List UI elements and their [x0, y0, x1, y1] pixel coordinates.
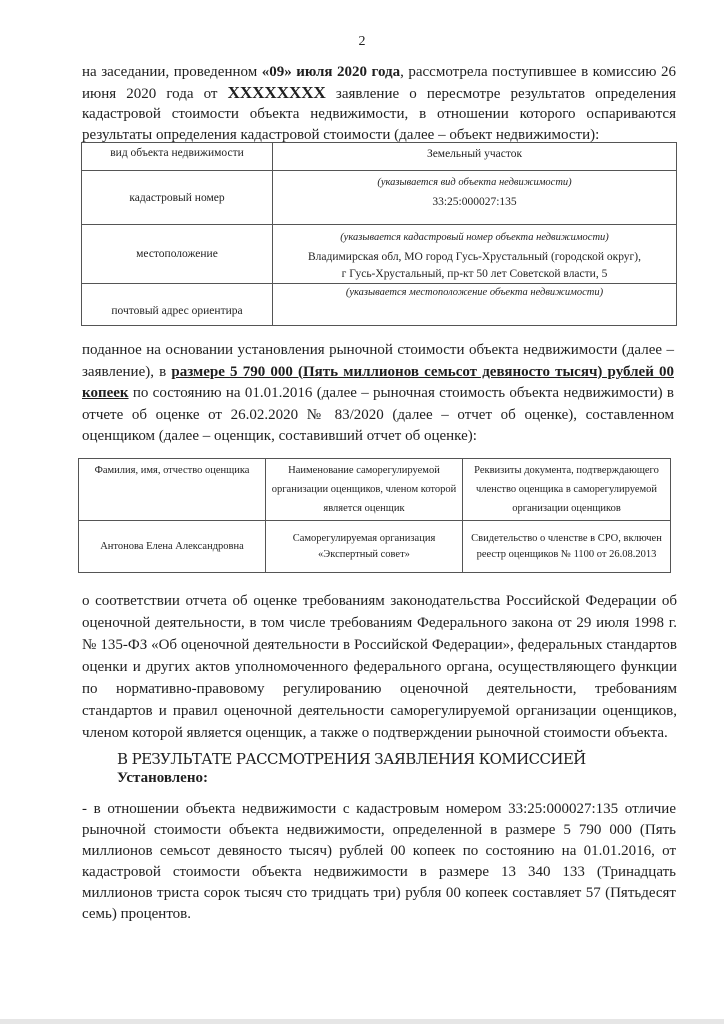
object-table [81, 142, 677, 326]
meeting-date: «09» июля 2020 года [261, 64, 401, 80]
basis-text-1: поданное на основании установления рыночной стоимости объекта недвижимости (далее – заявление), в [82, 342, 674, 380]
table-row [79, 521, 671, 573]
table-row [82, 171, 677, 225]
membership-document: Свидетельство о членстве в СРО, включен реестр оценщиков № 1100 от 26.08.2013 [463, 521, 671, 573]
sro-name: Саморегулируемая организация «Экспертный совет» [266, 521, 463, 573]
column-header: Фамилия, имя, отчество оценщика [79, 459, 266, 521]
intro-text-1: на заседании, проведенном [82, 64, 262, 80]
table-row [82, 225, 677, 284]
intro-paragraph [82, 62, 676, 145]
row-hint: (указывается местоположение объекта недвижимости) [345, 287, 604, 298]
page-number: 2 [358, 34, 366, 49]
basis-paragraph [82, 340, 674, 448]
basis-text-2: по состоянию на 01.01.2016 (далее – рыночная стоимость объекта недвижимости) в отчете об оценке от 26.02.2020 № 83/2020 (далее – отчет об оценке), составленном оценщиком (далее – оценщик, составивший отчет об оценке): [82, 385, 674, 444]
row-label: почтовый адрес ориентира [82, 284, 273, 326]
market-value-amount: размере 5 790 000 (Пять миллионов семьсот девяносто тысяч) рублей 00 копеек [82, 363, 674, 401]
table-header-row [79, 459, 671, 521]
page-edge [0, 1019, 724, 1024]
row-label: местоположение [82, 225, 273, 284]
row-value: 33:25:000027:135 [432, 196, 517, 208]
result-heading: В РЕЗУЛЬТАТЕ РАССМОТРЕНИЯ ЗАЯВЛЕНИЯ КОМИССИЕЙ [117, 750, 586, 768]
intro-text-2: , рассмотрела поступившее в комиссию 26 июня 2020 года от [82, 64, 676, 102]
result-paragraph: - в отношении объекта недвижимости с кадастровым номером 33:25:000027:135 отличие рыночной стоимости объекта недвижимости, определенной в размере 5 790 000 (Пять миллионов семьсот девяносто тысяч) рублей 00 копеек по состоянию на 01.01.2016, от кадастровой стоимости объекта недвижимости в размере 13 340 133 (Тринадцать миллионов триста сорок тысяч сто тридцать три) рубля 00 копеек составляет 57 (Пятьдесят семь) процентов. [82, 801, 676, 922]
appraiser-name: Антонова Елена Александровна [79, 521, 266, 573]
row-value: Владимирская обл, МО город Гусь-Хрустальный (городской округ), г Гусь-Хрустальный, пр-кт 50 лет Советской власти, 5 [308, 251, 641, 280]
row-hint: (указывается вид объекта недвижимости) [377, 177, 572, 188]
compliance-paragraph: о соответствии отчета об оценке требованиям законодательства Российской Федерации об оценочной деятельности, в том числе требованиям Федерального закона от 29 июля 1998 г. № 135-ФЗ «Об оценочной деятельности в Российской Федерации», федеральных стандартов оценки и других актов уполномоченного федерального органа, осуществляющего функции по нормативно-правовому регулированию оценочной деятельности, требованиям стандартов и правил оценочной деятельности саморегулируемой организации оценщиков, членом которой является оценщик, а также о подтверждении рыночной стоимости объекта. [82, 593, 677, 741]
row-value: Земельный участок [273, 143, 677, 171]
appraiser-table [78, 458, 671, 573]
row-label: вид объекта недвижимости [82, 143, 273, 171]
applicant-name: XXXXXXXX [227, 82, 326, 102]
table-row [82, 284, 677, 326]
column-header: Реквизиты документа, подтверждающего членство оценщика в саморегулируемой организации оценщиков [463, 459, 671, 521]
row-hint: (указывается кадастровый номер объекта недвижимости) [340, 232, 609, 243]
row-label: кадастровый номер [82, 171, 273, 225]
column-header: Наименование саморегулируемой организации оценщиков, членом которой является оценщик [266, 459, 463, 521]
result-subheading: Установлено: [117, 770, 208, 786]
table-row [82, 143, 677, 171]
intro-text-3: заявление о пересмотре результатов определения кадастровой стоимости объекта недвижимости, в отношении которого оспариваются результаты определения кадастровой стоимости (далее – объект недвижимости): [82, 85, 677, 143]
